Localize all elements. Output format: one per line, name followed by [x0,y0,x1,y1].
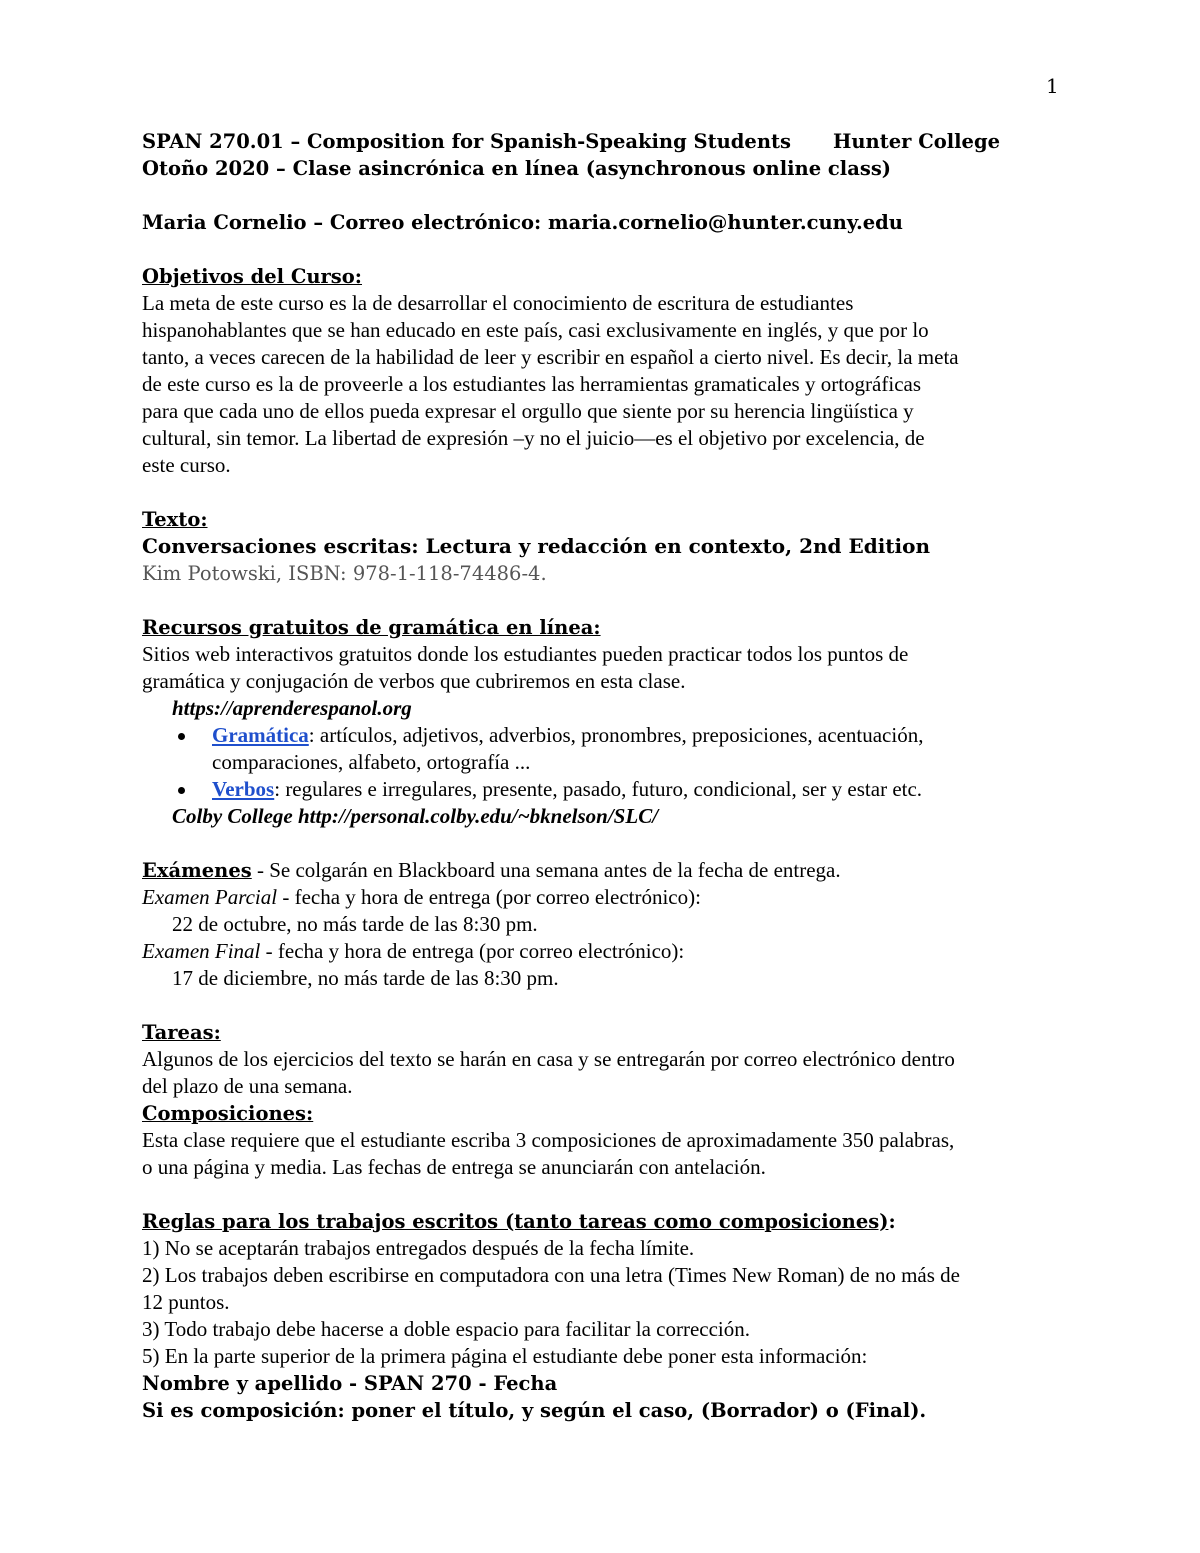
list-item [142,722,1062,776]
parcial-text: - fecha y hora de entrega (por correo electrónico): [277,885,701,909]
paragraph-line: este curso. [142,453,231,477]
rule-item: 2) Los trabajos deben escribirse en computadora con una letra (Times New Roman) de no más de [142,1263,960,1287]
recursos-heading: Recursos gratuitos de gramática en línea: [142,616,601,639]
parcial-label: Examen Parcial [142,885,278,909]
paragraph-line: del plazo de una semana. [142,1074,353,1098]
final-label: Examen Final [142,939,261,963]
composiciones-heading: Composiciones: [142,1102,314,1125]
paragraph-line: gramática y conjugación de verbos que cubriremos en esta clase. [142,669,686,693]
paragraph-line: para que cada uno de ellos pueda expresar el orgullo que siente por su herencia lingüística y [142,399,914,423]
book-author: Kim Potowski, ISBN: 978-1-118-74486-4. [142,562,547,585]
final-line [142,938,1062,965]
paragraph-line: Algunos de los ejercicios del texto se harán en casa y se entregarán por correo electrónico dentro [142,1047,955,1071]
course-header [142,128,1000,155]
objetivos-heading: Objetivos del Curso: [142,265,362,288]
paragraph-line: o una página y media. Las fechas de entrega se anunciarán con antelación. [142,1155,766,1179]
list-item [142,776,1062,803]
book-title: Conversaciones escritas: Lectura y redacción en contexto, 2nd Edition [142,534,931,558]
paragraph-line: Sitios web interactivos gratuitos donde los estudiantes pueden practicar todos los puntos de [142,642,909,666]
tareas-heading: Tareas: [142,1021,221,1044]
reglas-heading: Reglas para los trabajos escritos (tanto tareas como composiciones) [142,1210,889,1233]
rule-item: 12 puntos. [142,1290,230,1314]
reglas-heading-line [142,1208,1062,1235]
verbos-link[interactable]: Verbos [212,777,275,801]
gramatica-link[interactable]: Gramática [212,723,309,747]
reglas-list [142,1235,1062,1370]
syllabus-content [142,128,1062,1424]
composiciones-paragraph [142,1127,1062,1181]
instructor-line: Maria Cornelio – Correo electrónico: maria.cornelio@hunter.cuny.edu [142,211,903,234]
page-number: 1 [1046,74,1059,98]
final-date: 17 de diciembre, no más tarde de las 8:30 pm. [172,966,559,990]
site-colby[interactable]: Colby College http://personal.colby.edu/~bknelson/SLC/ [172,804,659,828]
texto-heading: Texto: [142,508,208,531]
format-line-2: Si es composición: poner el título, y según el caso, (Borrador) o (Final). [142,1399,927,1422]
gramatica-description: : artículos, adjetivos, adverbios, pronombres, preposiciones, acentuación, [308,723,924,747]
site-aprenderespanol[interactable]: https://aprenderespanol.org [172,696,412,720]
reglas-colon: : [888,1210,896,1233]
term-line: Otoño 2020 – Clase asincrónica en línea (asynchronous online class) [142,157,892,180]
college-name: Hunter College [832,130,1000,153]
final-text: - fecha y hora de entrega (por correo electrónico): [260,939,685,963]
objetivos-paragraph [142,290,1062,479]
paragraph-line: tanto, a veces carecen de la habilidad de leer y escribir en español a cierto nivel. Es decir, la meta [142,345,959,369]
course-title: SPAN 270.01 – Composition for Spanish-Speaking Students [142,130,791,153]
tareas-paragraph [142,1046,1062,1100]
rule-item: 5) En la parte superior de la primera página el estudiante debe poner esta información: [142,1344,868,1368]
parcial-line [142,884,1062,911]
paragraph-line: La meta de este curso es la de desarrollar el conocimiento de escritura de estudiantes [142,291,854,315]
examenes-heading: Exámenes [142,859,252,882]
rule-item: 1) No se aceptarán trabajos entregados después de la fecha límite. [142,1236,695,1260]
examenes-intro: - Se colgarán en Blackboard una semana antes de la fecha de entrega. [251,858,841,882]
paragraph-line: de este curso es la de proveerle a los estudiantes las herramientas gramaticales y ortográficas [142,372,922,396]
recursos-paragraph [142,641,1062,695]
paragraph-line: Esta clase requiere que el estudiante escriba 3 composiciones de aproximadamente 350 palabras, [142,1128,955,1152]
verbos-description: : regulares e irregulares, presente, pasado, futuro, condicional, ser y estar etc. [274,777,923,801]
paragraph-line: hispanohablantes que se han educado en este país, casi exclusivamente en inglés, y que por lo [142,318,929,342]
resource-list [142,722,1062,803]
examenes-line [142,857,1062,884]
paragraph-line: cultural, sin temor. La libertad de expresión –y no el juicio—es el objetivo por excelencia, de [142,426,925,450]
format-line-1: Nombre y apellido - SPAN 270 - Fecha [142,1372,558,1395]
rule-item: 3) Todo trabajo debe hacerse a doble espacio para facilitar la corrección. [142,1317,750,1341]
gramatica-description-cont: comparaciones, alfabeto, ortografía ... [212,750,531,774]
parcial-date: 22 de octubre, no más tarde de las 8:30 pm. [172,912,538,936]
